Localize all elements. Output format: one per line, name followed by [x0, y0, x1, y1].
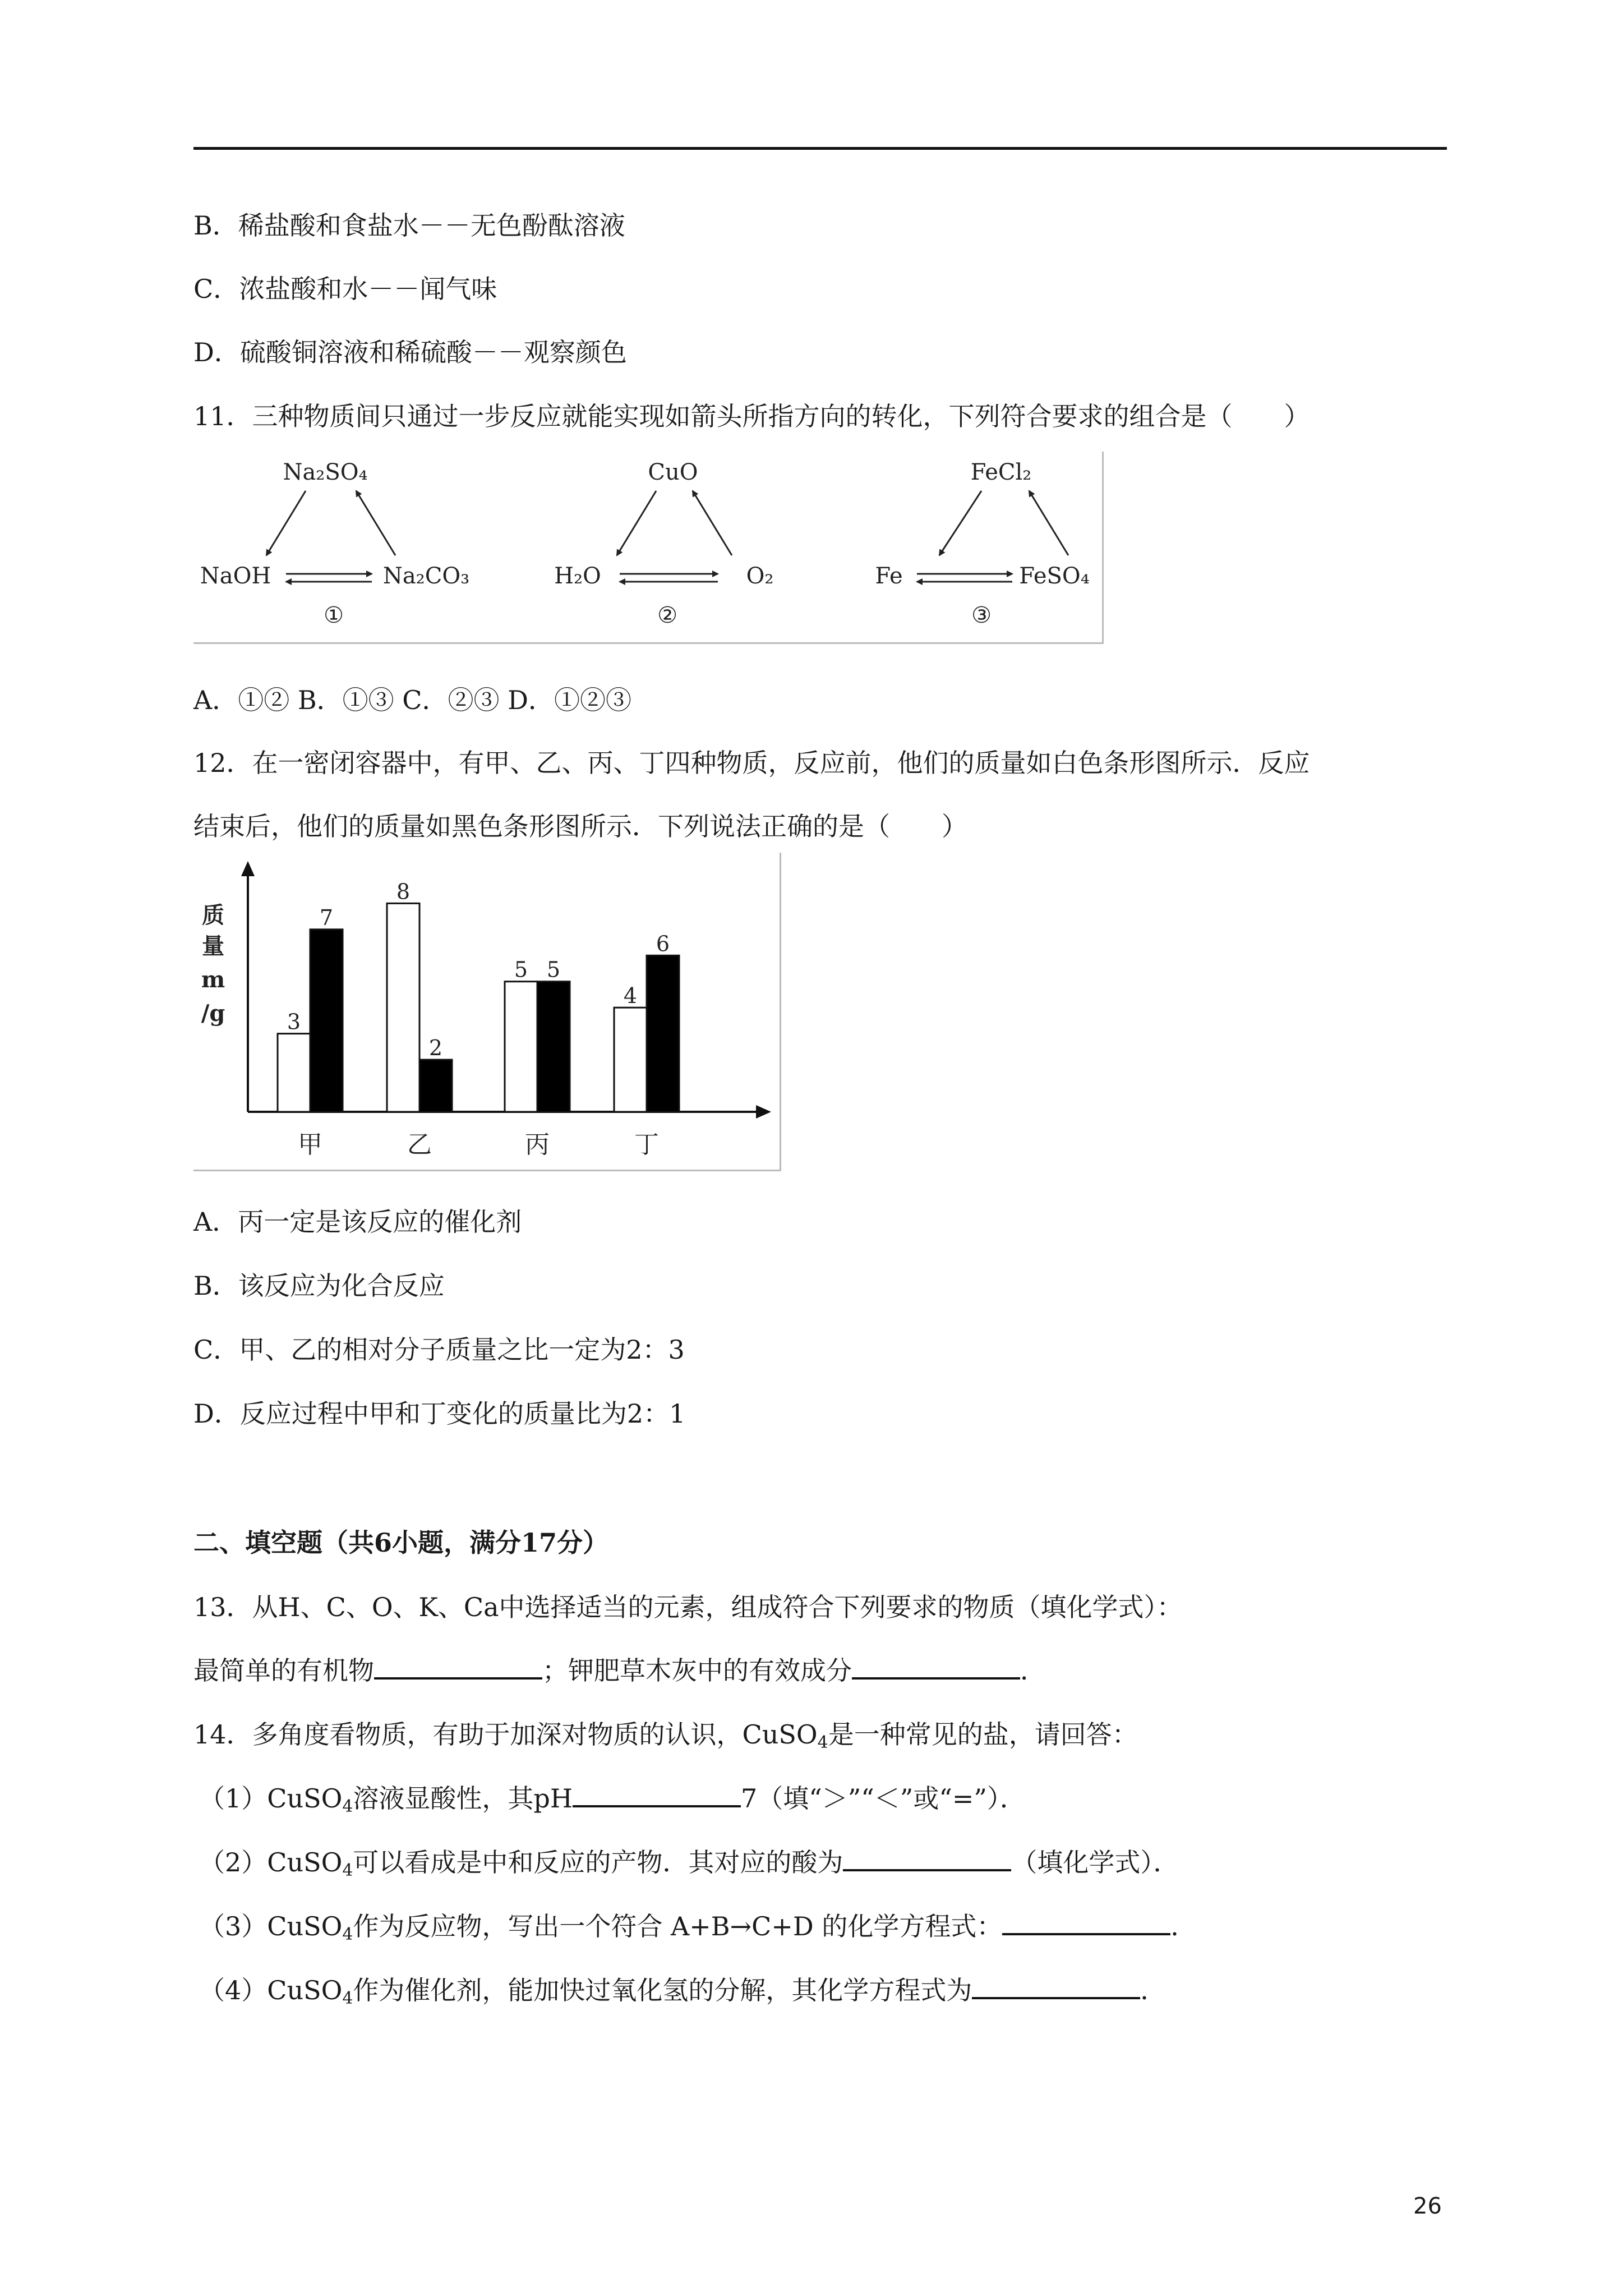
q14-text-b: 是一种常见的盐，请回答： [828, 1719, 1138, 1750]
category-label: 甲 [298, 1130, 322, 1159]
q14-4-text-a: （4）CuSO [199, 1975, 343, 2005]
tri3-arrow-right-top [1029, 491, 1068, 555]
q14-2-text-c: （填化学式）． [1011, 1847, 1179, 1878]
q14-1-sub: 4 [342, 1797, 353, 1816]
bar-value-label: 3 [287, 1009, 301, 1034]
q14-3-sub: 4 [342, 1925, 353, 1944]
triangle-1 [200, 459, 469, 628]
bar-after-reaction [310, 930, 343, 1112]
bar-after-reaction [419, 1060, 452, 1112]
bar-before-reaction [614, 1007, 647, 1112]
bar-value-label: 2 [428, 1036, 443, 1061]
y-axis-label-char: 量 [202, 933, 224, 959]
q14-part-2 [199, 1846, 1179, 1888]
q12-option-a: A．丙一定是该反应的催化剂 [193, 1207, 522, 1237]
q14-2-sub: 4 [342, 1861, 353, 1880]
q12-stem-line1: 12．在一密闭容器中，有甲、乙、丙、丁四种物质，反应前，他们的质量如白色条形图所示．反应 [193, 748, 1310, 778]
y-axis-label-char: /g [201, 1000, 225, 1027]
q10-option-d: D．硫酸铜溶液和稀硫酸－－观察颜色 [193, 337, 627, 367]
bar-before-reaction [387, 903, 419, 1112]
y-axis-label-char: 质 [202, 902, 224, 928]
q11-reaction-diagram [193, 452, 1104, 644]
category-label: 丙 [525, 1130, 550, 1159]
header-rule [193, 147, 1447, 150]
y-axis-arrow [241, 861, 255, 876]
tri1-left: NaOH [200, 563, 271, 589]
bar-before-reaction [278, 1034, 310, 1112]
section-heading: 二、填空题（共6小题，满分17分） [193, 1527, 609, 1558]
q12-stem-line2: 结束后，他们的质量如黑色条形图所示．下列说法正确的是（ ） [193, 811, 967, 841]
q13-text-c: ． [1020, 1655, 1046, 1686]
q12-bar-chart [193, 853, 781, 1171]
bar-chart-svg [193, 853, 780, 1170]
q14-part-1 [199, 1782, 1026, 1824]
q14-3-blank[interactable] [1002, 1933, 1170, 1935]
q14-1-text-a: （1）CuSO [199, 1783, 343, 1814]
x-axis-arrow [756, 1105, 771, 1119]
q14-text-a: 14．多角度看物质，有助于加深对物质的认识，CuSO [193, 1719, 818, 1750]
triangle-2 [554, 459, 773, 628]
tri2-arrow-top-left [617, 491, 656, 555]
q14-1-blank[interactable] [573, 1805, 741, 1807]
bar-value-label: 8 [396, 879, 411, 904]
bar-after-reaction [647, 955, 679, 1112]
y-axis-label-char: m [201, 967, 225, 993]
page-number: 26 [1413, 2193, 1442, 2219]
q13-text-a: 最简单的有机物 [193, 1655, 374, 1686]
q11-stem: 11．三种物质间只通过一步反应就能实现如箭头所指方向的转化，下列符合要求的组合是（ ） [193, 401, 1310, 431]
q14-4-text-b: 作为催化剂，能加快过氧化氢的分解，其化学方程式为 [353, 1975, 972, 2005]
q14-1-text-b: 溶液显酸性，其pH [353, 1783, 573, 1814]
q14-4-sub: 4 [342, 1989, 353, 2008]
triangle-3 [875, 459, 1089, 628]
tri3-number: ③ [971, 602, 992, 628]
q10-option-c: C．浓盐酸和水－－闻气味 [193, 274, 497, 304]
q11-options: A．①② B．①③ C．②③ D．①②③ [193, 685, 631, 715]
q14-4-blank[interactable] [972, 1997, 1140, 1999]
q14-2-text-b: 可以看成是中和反应的产物．其对应的酸为 [353, 1847, 843, 1878]
tri3-right: FeSO₄ [1019, 563, 1090, 589]
category-label: 丁 [634, 1130, 659, 1159]
q10-option-b: B．稀盐酸和食盐水－－无色酚酞溶液 [193, 210, 625, 241]
bar-after-reaction [537, 982, 570, 1112]
tri3-arrow-top-left [939, 491, 981, 555]
q14-stem [193, 1718, 1138, 1760]
bar-value-label: 5 [546, 957, 561, 982]
q12-option-d: D．反应过程中甲和丁变化的质量比为2：1 [193, 1398, 686, 1429]
bar-before-reaction [505, 982, 537, 1112]
tri2-arrow-right-top [693, 491, 732, 555]
tri2-right: O₂ [746, 563, 774, 589]
q12-option-c: C．甲、乙的相对分子质量之比一定为2：3 [193, 1335, 685, 1365]
q13-blank-1[interactable] [374, 1677, 542, 1680]
bar-value-label: 4 [623, 983, 638, 1009]
tri1-right: Na₂CO₃ [382, 563, 470, 589]
q14-1-text-c: 7（填“＞”“＜”或“=”）． [740, 1783, 1026, 1814]
category-label: 乙 [407, 1130, 432, 1159]
q13-blanks-line [193, 1654, 1046, 1687]
q14-3-text-a: （3）CuSO [199, 1911, 343, 1941]
q14-sub: 4 [817, 1733, 828, 1752]
tri1-top: Na₂SO₄ [283, 459, 368, 485]
tri2-left: H₂O [554, 563, 601, 589]
q14-3-text-b: 作为反应物，写出一个符合 A+B→C+D 的化学方程式： [353, 1911, 1003, 1941]
q14-3-text-c: ． [1170, 1911, 1197, 1941]
q13-stem: 13．从H、C、O、K、Ca中选择适当的元素，组成符合下列要求的物质（填化学式）： [193, 1592, 1183, 1622]
q14-part-3 [199, 1910, 1196, 1952]
tri2-number: ② [657, 602, 677, 628]
q12-option-b: B．该反应为化合反应 [193, 1271, 445, 1301]
tri1-number: ① [324, 602, 344, 628]
q13-text-b: ；钾肥草木灰中的有效成分 [542, 1655, 852, 1686]
tri2-top: CuO [648, 459, 698, 485]
q14-4-text-c: ． [1140, 1975, 1166, 2005]
q14-2-text-a: （2）CuSO [199, 1847, 343, 1878]
tri3-left: Fe [875, 563, 903, 589]
q14-2-blank[interactable] [843, 1869, 1011, 1871]
bar-value-label: 7 [319, 905, 334, 930]
bar-value-label: 5 [514, 957, 528, 982]
tri1-arrow-top-left [266, 491, 306, 555]
q13-blank-2[interactable] [852, 1677, 1020, 1680]
q14-part-4 [199, 1973, 1166, 2016]
bar-value-label: 6 [656, 931, 670, 956]
tri3-top: FeCl₂ [970, 459, 1032, 485]
tri1-arrow-right-top [356, 491, 395, 555]
